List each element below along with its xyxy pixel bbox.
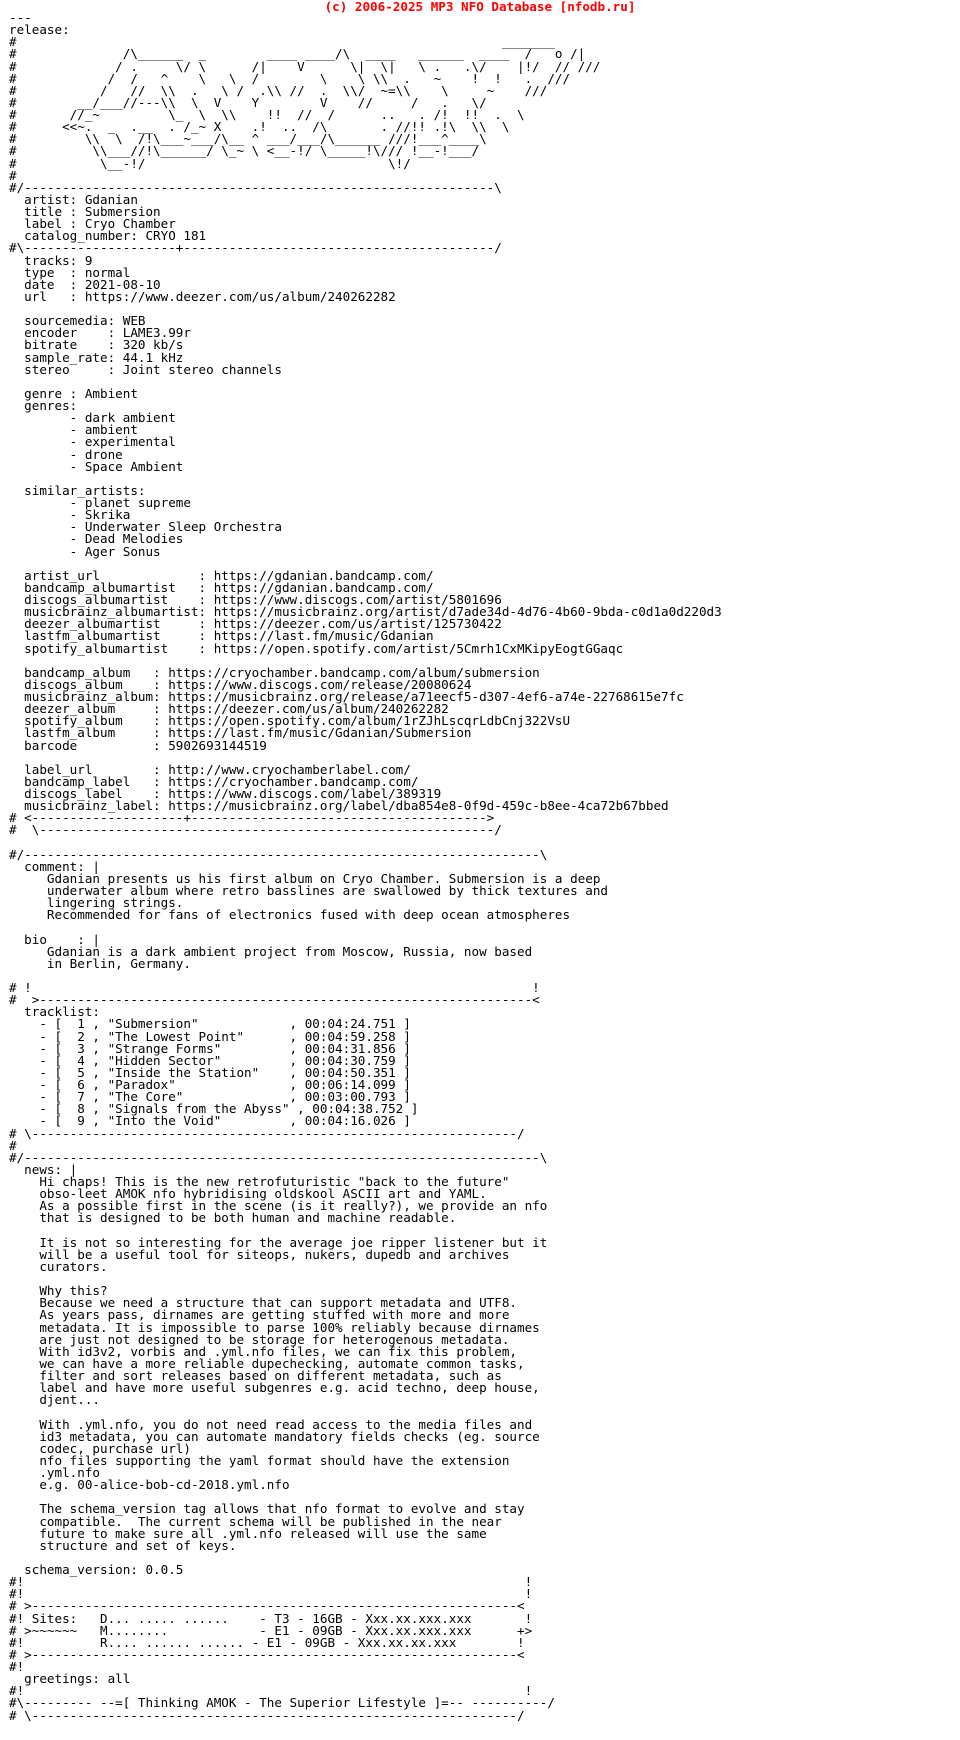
nfo-line: Why this? (9, 1283, 108, 1299)
nfo-line: url : https://www.deezer.com/us/album/240262282 (9, 288, 396, 304)
nfo-line: - Dead Melodies (9, 531, 184, 547)
nfo-line: we can have a more reliable dupechecking, automate common tasks, (9, 1355, 525, 1371)
nfo-line: sourcemedia: WEB (9, 313, 146, 329)
nfo-line: similar_artists: (9, 482, 146, 498)
nfo-line: comment: | (9, 858, 100, 874)
nfo-line: title : Submersion (9, 204, 161, 219)
nfo-line: # _______ (9, 34, 555, 50)
nfo-line: encoder : LAME3.99r (9, 325, 191, 341)
nfo-line: in Berlin, Germany. (9, 955, 191, 971)
nfo-line: # (9, 1137, 17, 1153)
nfo-line: underwater album where retro basslines are swallowed by thick textures and (9, 883, 608, 898)
nfo-line (9, 1273, 722, 1285)
nfo-line: deezer_album : https://deezer.com/us/album/240262282 (9, 701, 449, 717)
nfo-line: #! ! (9, 1586, 533, 1602)
nfo-line: nfo files supporting the yaml format should have the extension (9, 1452, 510, 1468)
nfo-line: - [ 8 , "Signals from the Abyss" , 00:04:38.752 ] (9, 1101, 419, 1117)
nfo-line: release: (9, 22, 70, 38)
nfo-line: # (9, 167, 17, 183)
nfo-line: - [ 9 , "Into the Void" , 00:04:16.026 ] (9, 1113, 411, 1129)
nfo-line: As a possible first in the scene (is it really?), we provide an nfo (9, 1198, 548, 1214)
nfo-line: #! ! (9, 1574, 533, 1590)
nfo-line: bitrate : 320 kb/s (9, 337, 184, 353)
nfo-line: discogs_label : https://www.discogs.com/label/389319 (9, 786, 442, 801)
nfo-line: # >-----------------------------------------------------------------< (9, 992, 540, 1008)
nfo-line: # //_~ \_ \ \\ !! // / .. . /! !! . \ (9, 107, 525, 122)
nfo-line: deezer_albumartist : https://deezer.com/us/artist/125730422 (9, 616, 502, 632)
nfo-line: --- (9, 10, 32, 25)
nfo-line: - drone (9, 446, 123, 462)
nfo-line: # >----------------------------------------------------------------< (9, 1598, 525, 1614)
nfo-line: lastfm_album : https://last.fm/music/Gdanian/Submersion (9, 725, 472, 741)
nfo-line: label_url : http://www.cryochamberlabel.com/ (9, 761, 411, 777)
nfo-line: #/--------------------------------------------------------------------\ (9, 846, 548, 862)
nfo-line: # \__-!/ \!/ (9, 155, 411, 171)
nfo-line: musicbrainz_album: https://musicbrainz.org/release/a71eecf5-d307-4ef6-a74e-22768615e7fc (9, 689, 684, 704)
nfo-line: barcode : 5902693144519 (9, 737, 267, 753)
nfo-line: musicbrainz_albumartist: https://musicbrainz.org/artist/d7ade34d-4d76-4b60-9bda-c0d1a0d220d3 (9, 604, 722, 620)
nfo-line: will be a useful tool for siteops, nukers, dupedb and archives (9, 1246, 510, 1262)
nfo-line: As years pass, dirnames are getting stuffed with more and more (9, 1307, 510, 1323)
nfo-line: - [ 2 , "The Lowest Point" , 00:04:59.258 ] (9, 1028, 411, 1044)
nfo-line: - [ 5 , "Inside the Station" , 00:04:50.351 ] (9, 1064, 411, 1080)
nfo-line: - planet supreme (9, 495, 191, 510)
nfo-line (9, 921, 722, 933)
nfo-line: # \\ \ /!\___~___/\__ ^ ___/___/\______ ///!___^____\ (9, 131, 487, 147)
nfo-line: bandcamp_label : https://cryochamber.bandcamp.com/ (9, 773, 419, 789)
nfo-line: - Skrika (9, 507, 131, 523)
nfo-line: - Ager Sonus (9, 543, 161, 559)
nfo-line: - Space Ambient (9, 458, 184, 474)
nfo-line: It is not so interesting for the average joe ripper listener but it (9, 1234, 548, 1250)
nfo-line: # <--------------------+---------------------------------------> (9, 810, 495, 826)
nfo-line: - dark ambient (9, 410, 176, 426)
nfo-line: sample_rate: 44.1 kHz (9, 349, 184, 365)
nfo-line: #! R.... ...... ...... - E1 - 09GB - Xxx.xx.xx.xxx ! (9, 1634, 525, 1650)
nfo-line: musicbrainz_label: https://musicbrainz.org/label/dba854e8-0f9d-459c-b8ee-4ca72b67bbed (9, 798, 669, 814)
nfo-line: id3 metadata, you can automate mandatory fields checks (eg. source (9, 1428, 540, 1444)
nfo-line: - [ 6 , "Paradox" , 00:06:14.099 ] (9, 1077, 411, 1092)
nfo-line: metadata. It is impossible to parse 100% reliably because dirnames (9, 1319, 540, 1335)
nfo-line: # <<~. _ .__ . /_~ X .! .. /\ . //!! .!\ \\ \ (9, 119, 510, 135)
nfo-line: structure and set of keys. (9, 1537, 237, 1553)
nfo-line: Gdanian is a dark ambient project from Moscow, Russia, now based (9, 943, 533, 959)
nfo-line: - Underwater Sleep Orchestra (9, 519, 282, 535)
nfo-line: #\--------- --=[ Thinking AMOK - The Superior Lifestyle ]=-- ----------/ (9, 1695, 555, 1711)
nfo-line: - [ 3 , "Strange Forms" , 00:04:31.856 ] (9, 1040, 411, 1056)
nfo-line: date : 2021-08-10 (9, 276, 161, 292)
nfo-line: With .yml.nfo, you do not need read access to the media files and (9, 1416, 533, 1432)
nfo-line: Hi chaps! This is the new retrofuturistic "back to the future" (9, 1174, 510, 1189)
nfo-line: genre : Ambient (9, 385, 138, 401)
nfo-line: tracklist: (9, 1004, 100, 1020)
nfo-line: Gdanian presents us his first album on Cryo Chamber. Submersion is a deep (9, 870, 601, 886)
nfo-line: filter and sort releases based on different metadata, such as (9, 1368, 502, 1383)
nfo-line: spotify_album : https://open.spotify.com/album/1rZJhLscqrLdbCnj322VsU (9, 713, 571, 729)
nfo-line: lingering strings. (9, 895, 184, 911)
nfo-line: # \----------------------------------------------------------------/ (9, 1707, 525, 1723)
nfo-line: #/--------------------------------------------------------------------\ (9, 1149, 548, 1165)
page-header-copyright: (c) 2006-2025 MP3 NFO Database [nfodb.ru] (324, 0, 636, 14)
nfo-line: greetings: all (9, 1671, 131, 1687)
nfo-line: bandcamp_album : https://cryochamber.bandcamp.com/album/submersion (9, 664, 540, 680)
nfo-line: # \------------------------------------------------------------/ (9, 822, 502, 838)
nfo-line: label and have more useful subgenres e.g. acid techno, deep house, (9, 1380, 540, 1396)
nfo-line: genres: (9, 398, 78, 413)
nfo-line: future to make sure all .yml.nfo released will use the same (9, 1525, 487, 1541)
nfo-line: Because we need a structure that can support metadata and UTF8. (9, 1295, 517, 1311)
nfo-line: bandcamp_albumartist : https://gdanian.bandcamp.com/ (9, 579, 434, 595)
nfo-line: artist: Gdanian (9, 191, 138, 207)
nfo-line: # \----------------------------------------------------------------/ (9, 1125, 525, 1141)
nfo-line: # __/___//---\\ \ V Y V // / . \/ (9, 94, 487, 110)
nfo-line: codec, purchase url) (9, 1440, 191, 1456)
nfo-line: # >~~~~~~ M........ - E1 - 09GB - Xxx.xx.xxx.xxx +> (9, 1622, 533, 1638)
nfo-line: # >----------------------------------------------------------------< (9, 1646, 525, 1662)
nfo-line: .yml.nfo (9, 1465, 100, 1480)
nfo-line: e.g. 00-alice-bob-cd-2018.yml.nfo (9, 1477, 290, 1493)
nfo-line: - ambient (9, 422, 138, 438)
nfo-line: label : Cryo Chamber (9, 216, 176, 232)
nfo-line: artist_url : https://gdanian.bandcamp.com/ (9, 567, 434, 583)
nfo-line: - [ 7 , "The Core" , 00:03:00.793 ] (9, 1089, 411, 1105)
nfo-line: schema_version: 0.0.5 (9, 1562, 184, 1577)
nfo-line: # / // \\ . \ / .\\ // . \\/ ~=\\ \ ~ /// (9, 82, 548, 98)
nfo-line: - [ 1 , "Submersion" , 00:04:24.751 ] (9, 1016, 411, 1032)
nfo-line: The schema_version tag allows that nfo format to evolve and stay (9, 1501, 525, 1517)
nfo-line: compatible. The current schema will be published in the near (9, 1513, 502, 1529)
nfo-line: lastfm_albumartist : https://last.fm/music/Gdanian (9, 628, 434, 644)
nfo-line: are just not designed to be storage for heterogenous metadata. (9, 1331, 510, 1347)
nfo-line: #! ! (9, 1683, 533, 1699)
nfo-line: curators. (9, 1258, 108, 1274)
nfo-line: - experimental (9, 434, 176, 450)
nfo-line: obso-leet AMOK nfo hybridising oldskool ASCII art and YAML. (9, 1186, 487, 1202)
nfo-line: # / . \/ \ /| V \| \| \ . .\/ |!/ // /// (9, 58, 601, 74)
nfo-line: # ! ! (9, 980, 540, 995)
nfo-line: bio : | (9, 931, 100, 947)
nfo-line: djent... (9, 1392, 100, 1408)
nfo-line: catalog_number: CRYO 181 (9, 228, 207, 244)
nfo-line: spotify_albumartist : https://open.spotify.com/artist/5Cmrh1CxMKipyEogtGGaqc (9, 640, 624, 656)
nfo-line: With id3v2, vorbis and .yml.nfo files, we can fix this problem, (9, 1343, 517, 1359)
nfo-line: discogs_album : https://www.discogs.com/release/20080624 (9, 676, 472, 692)
nfo-line: # /\______ _ ____ ____/\ ____ ______ ____ / o /| (9, 46, 586, 62)
nfo-line: stereo : Joint stereo channels (9, 361, 282, 377)
nfo-line: #! (9, 1659, 25, 1674)
nfo-line: - [ 4 , "Hidden Sector" , 00:04:30.759 ] (9, 1052, 411, 1068)
nfo-line: #\--------------------+-----------------------------------------/ (9, 240, 502, 256)
nfo-line: discogs_albumartist : https://www.discogs.com/artist/5801696 (9, 592, 502, 607)
nfo-line: news: | (9, 1161, 78, 1177)
nfo-line: # / / ^ \ \ / \ \ \\ . ~ ! ! . /// (9, 70, 571, 86)
nfo-line: # \\___//!\______/ \_~ \ <__-!/ \_____!\/// !__-!___/ (9, 143, 480, 159)
nfo-line: Recommended for fans of electronics fused with deep ocean atmospheres (9, 907, 571, 923)
nfo-line: #/--------------------------------------------------------------\ (9, 179, 502, 195)
nfo-line: that is designed to be both human and machine readable. (9, 1210, 457, 1226)
nfo-line: type : normal (9, 264, 131, 280)
nfo-line: tracks: 9 (9, 252, 93, 268)
nfo-text-body (9, 12, 722, 1722)
nfo-line: #! Sites: D... ..... ...... - T3 - 16GB - Xxx.xx.xxx.xxx ! (9, 1610, 533, 1626)
